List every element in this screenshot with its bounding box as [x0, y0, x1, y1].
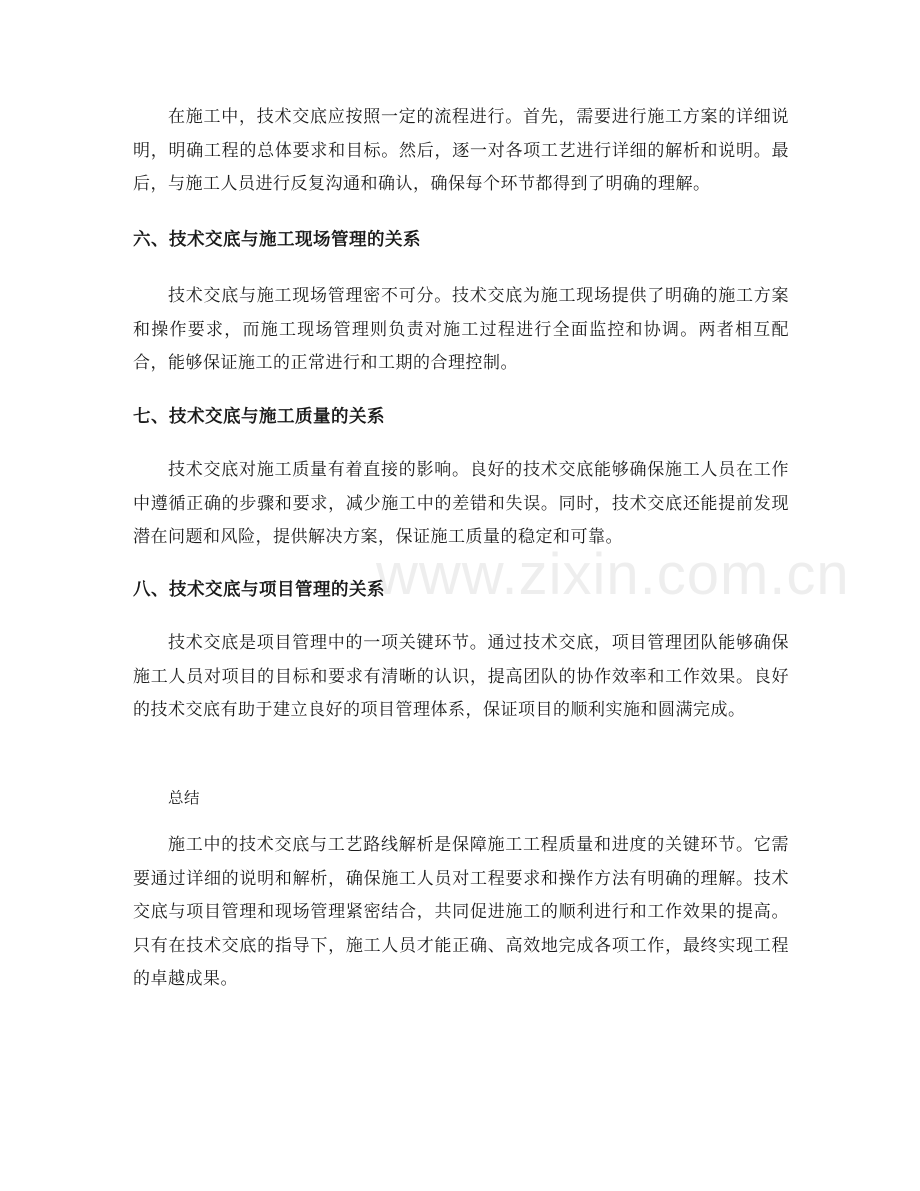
section-8-heading: 八、技术交底与项目管理的关系	[133, 580, 385, 600]
section-7-paragraph: 技术交底对施工质量有着直接的影响。良好的技术交底能够确保施工人员在工作中遵循正确的步骤和要求，减少施工中的差错和失误。同时，技术交底还能提前发现潜在问题和风险，提供解决方案，保证施工质量的稳定和可靠。	[133, 460, 789, 547]
intro-paragraph: 在施工中，技术交底应按照一定的流程进行。首先，需要进行施工方案的详细说明，明确工程的总体要求和目标。然后，逐一对各项工艺进行详细的解析和说明。最后，与施工人员进行反复沟通和确认，确保每个环节都得到了明确的理解。	[133, 107, 789, 194]
summary-paragraph: 施工中的技术交底与工艺路线解析是保障施工工程质量和进度的关键环节。它需要通过详细的说明和解析，确保施工人员对工程要求和操作方法有明确的理解。技术交底与项目管理和现场管理紧密结合，共同促进施工的顺利进行和工作效果的提高。只有在技术交底的指导下，施工人员才能正确、高效地完成各项工作，最终实现工程的卓越成果。	[133, 835, 789, 989]
summary-title: 总结	[168, 789, 201, 807]
section-8-paragraph: 技术交底是项目管理中的一项关键环节。通过技术交底，项目管理团队能够确保施工人员对项目的目标和要求有清晰的认识，提高团队的协作效率和工作效果。良好的技术交底有助于建立良好的项目管理体系，保证项目的顺利实施和圆满完成。	[133, 633, 789, 720]
section-7-heading: 七、技术交底与施工质量的关系	[133, 407, 385, 427]
watermark: www.zixin.com.cn	[376, 542, 850, 607]
section-6-heading: 六、技术交底与施工现场管理的关系	[133, 230, 421, 250]
section-6-paragraph: 技术交底与施工现场管理密不可分。技术交底为施工现场提供了明确的施工方案和操作要求，而施工现场管理则负责对施工过程进行全面监控和协调。两者相互配合，能够保证施工的正常进行和工期的合理控制。	[133, 286, 789, 373]
